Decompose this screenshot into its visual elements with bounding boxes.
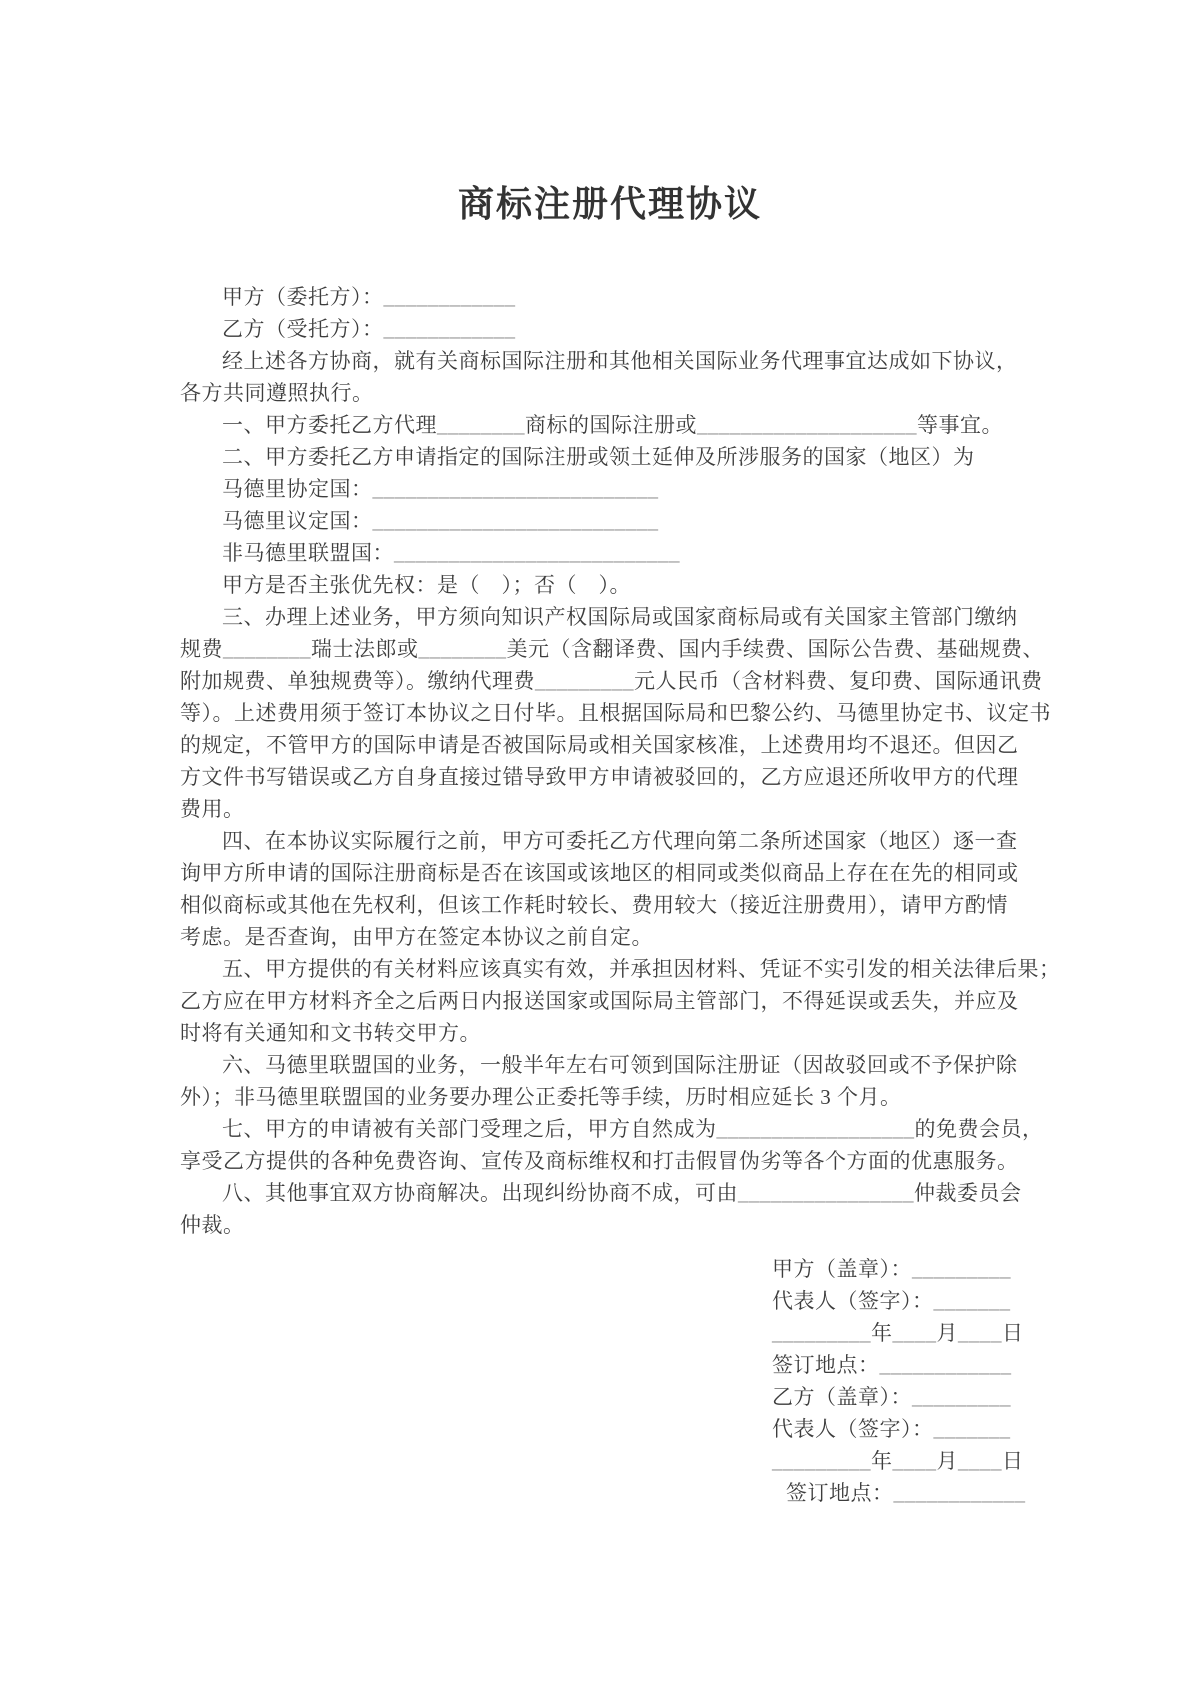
signature-line-party-a-date: _________年____月____日: [772, 1321, 1024, 1345]
doc-line: 乙方应在甲方材料齐全之后两日内报送国家或国际局主管部门，不得延误或丢失，并应及: [180, 989, 1019, 1013]
doc-line: 相似商标或其他在先权利，但该工作耗时较长、费用较大（接近注册费用），请甲方酌情: [180, 893, 1008, 917]
doc-line: 五、甲方提供的有关材料应该真实有效，并承担因材料、凭证不实引发的相关法律后果；: [222, 957, 1061, 981]
doc-line: 马德里协定国：__________________________: [222, 477, 659, 501]
doc-line: 一、甲方委托乙方代理________商标的国际注册或____________________等事宜。: [222, 413, 1003, 437]
blank-underline: _________: [912, 1385, 1011, 1409]
blank-underline: ____________: [383, 317, 516, 341]
doc-line: 各方共同遵照执行。: [180, 381, 374, 405]
blank-underline: _________: [535, 669, 634, 693]
blank-underline: ____________: [879, 1353, 1012, 1377]
blank-underline: ________: [223, 637, 311, 661]
blank-underline: __________________: [716, 1117, 915, 1141]
blank-underline: __________________________: [372, 477, 659, 501]
doc-line: 时将有关通知和文书转交甲方。: [180, 1021, 481, 1045]
blank-underline: _________: [912, 1257, 1011, 1281]
blank-underline: ________________: [738, 1181, 914, 1205]
doc-line: 二、甲方委托乙方申请指定的国际注册或领土延伸及所涉服务的国家（地区）为: [222, 445, 975, 469]
signature-line-party-b-seal: 乙方（盖章）：_________: [772, 1385, 1011, 1409]
signature-line-party-a-rep: 代表人（签字）：_______: [772, 1289, 1011, 1313]
blank-underline: ____: [892, 1321, 937, 1345]
blank-underline: __________________________: [394, 541, 680, 565]
doc-line: 六、马德里联盟国的业务，一般半年左右可领到国际注册证（因故驳回或不予保护除: [222, 1053, 1018, 1077]
doc-line: 费用。: [180, 797, 245, 821]
blank-underline: ________: [418, 637, 507, 661]
blank-underline: __________________________: [372, 509, 659, 533]
blank-underline: _________: [772, 1321, 871, 1345]
doc-line: 马德里议定国：__________________________: [222, 509, 659, 533]
blank-underline: ____: [892, 1449, 937, 1473]
blank-underline: ____________________: [697, 413, 917, 437]
signature-line-party-a-seal: 甲方（盖章）：_________: [772, 1257, 1011, 1281]
doc-line: 等）。上述费用须于签订本协议之日付毕。且根据国际局和巴黎公约、马德里协定书、议定书: [180, 701, 1051, 725]
signature-line-party-b-date: _________年____月____日: [772, 1449, 1024, 1473]
doc-line: 规费________瑞士法郎或________美元（含翻译费、国内手续费、国际公告费、基础规费、: [180, 637, 1044, 661]
doc-line: 七、甲方的申请被有关部门受理之后，甲方自然成为__________________的免费会员，: [222, 1117, 1044, 1141]
doc-line: 甲方（委托方）：____________: [222, 285, 516, 309]
blank-underline: ________: [437, 413, 525, 437]
doc-line: 四、在本协议实际履行之前，甲方可委托乙方代理向第二条所述国家（地区）逐一查: [222, 829, 1018, 853]
signature-line-party-b-place: 签订地点：____________: [786, 1481, 1026, 1505]
document-body: [180, 281, 1061, 1241]
doc-line: 乙方（受托方）：____________: [222, 317, 516, 341]
document-title: 商标注册代理协议: [457, 184, 762, 224]
doc-line: 询甲方所申请的国际注册商标是否在该国或该地区的相同或类似商品上存在在先的相同或: [180, 861, 1019, 885]
doc-line: 三、办理上述业务，甲方须向知识产权国际局或国家商标局或有关国家主管部门缴纳: [222, 605, 1018, 629]
blank-underline: ____: [958, 1321, 1002, 1345]
signature-block: [772, 1253, 1040, 1509]
doc-line: 甲方是否主张优先权：是（ ）；否（ ）。: [222, 573, 631, 597]
blank-underline: _______: [933, 1289, 1011, 1313]
doc-line: 附加规费、单独规费等）。缴纳代理费_________元人民币（含材料费、复印费、国际通讯费: [180, 669, 1043, 693]
doc-line: 经上述各方协商，就有关商标国际注册和其他相关国际业务代理事宜达成如下协议，: [222, 349, 1018, 373]
blank-underline: ____________: [383, 285, 516, 309]
doc-line: 仲裁。: [180, 1213, 245, 1237]
blank-underline: ____: [958, 1449, 1002, 1473]
blank-underline: _______: [933, 1417, 1011, 1441]
doc-line: 的规定，不管甲方的国际申请是否被国际局或相关国家核准，上述费用均不退还。但因乙: [180, 733, 1019, 757]
blank-underline: _________: [772, 1449, 871, 1473]
blank-underline: ____________: [893, 1481, 1026, 1505]
signature-line-party-b-rep: 代表人（签字）：_______: [772, 1417, 1011, 1441]
doc-line: 外）；非马德里联盟国的业务要办理公正委托等手续，历时相应延长 3 个月。: [180, 1085, 902, 1109]
doc-line: 享受乙方提供的各种免费咨询、宣传及商标维权和打击假冒伪劣等各个方面的优惠服务。: [180, 1149, 1019, 1173]
signature-line-party-a-place: 签订地点：____________: [772, 1353, 1012, 1377]
doc-line: 非马德里联盟国：__________________________: [222, 541, 680, 565]
doc-line: 八、其他事宜双方协商解决。出现纠纷协商不成，可由________________仲裁委员会: [222, 1181, 1022, 1205]
doc-line: 考虑。是否查询，由甲方在签定本协议之前自定。: [180, 925, 653, 949]
doc-line: 方文件书写错误或乙方自身直接过错导致甲方申请被驳回的，乙方应退还所收甲方的代理: [180, 765, 1019, 789]
